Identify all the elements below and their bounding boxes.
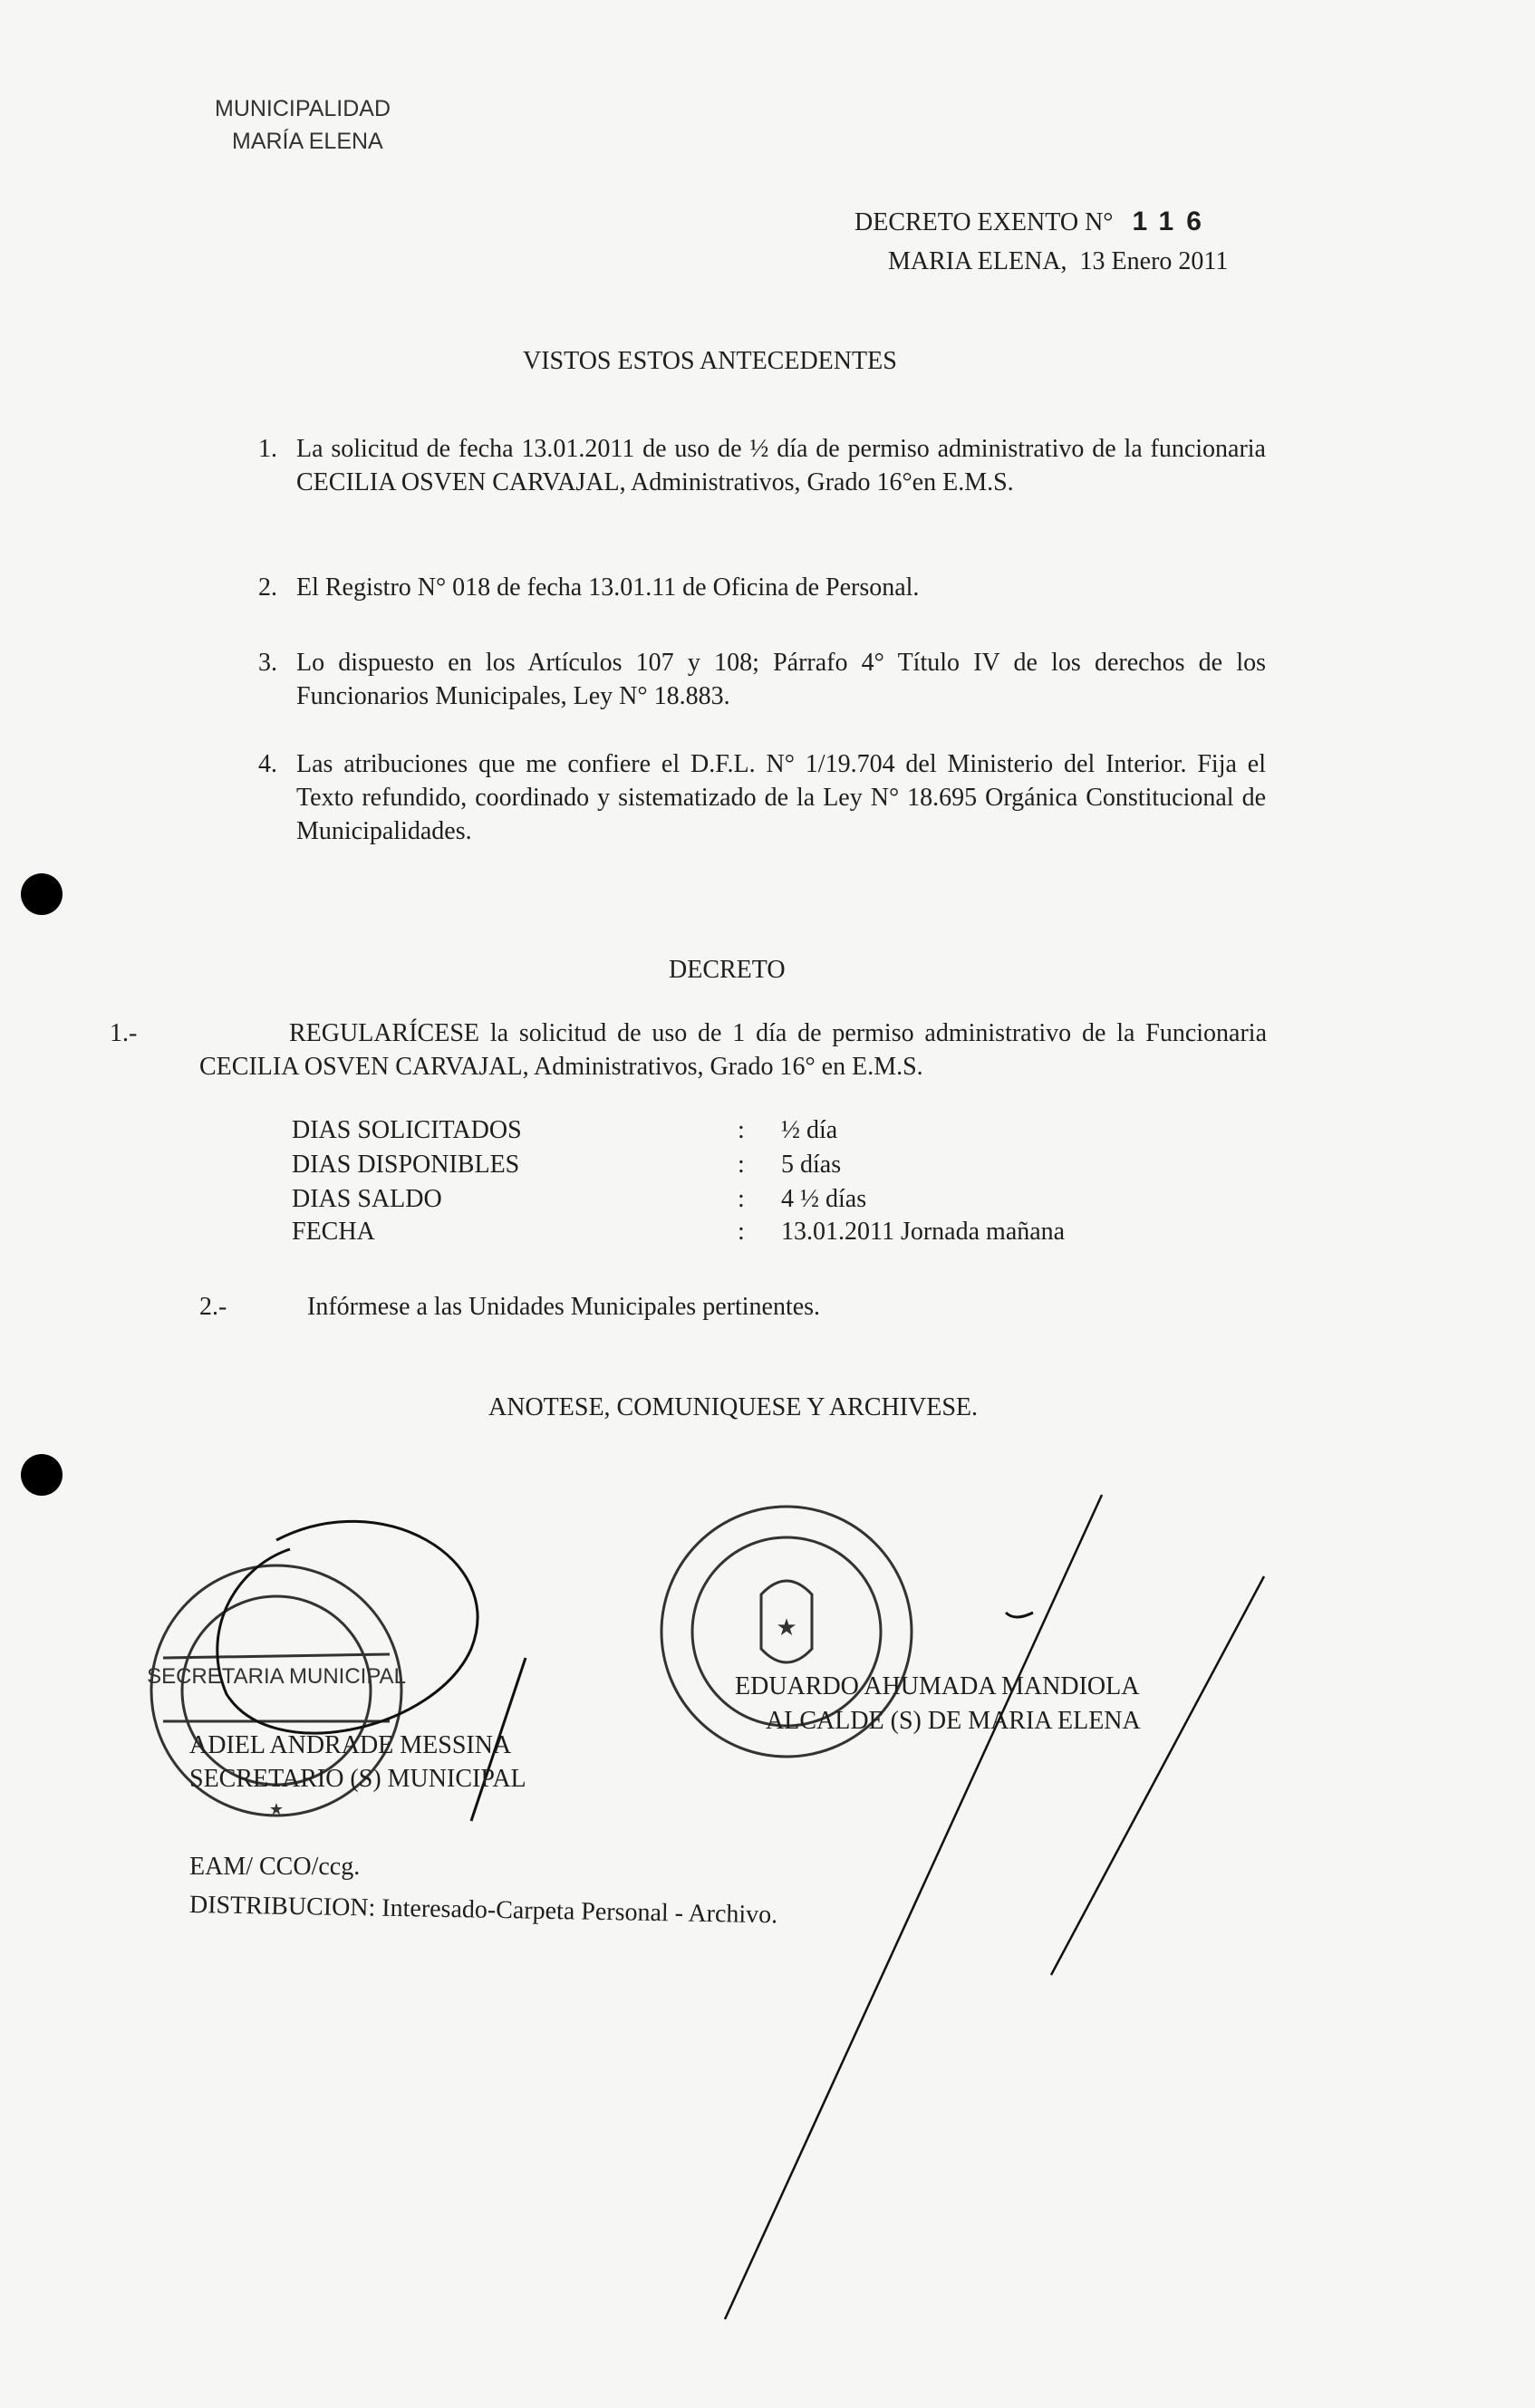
initials: EAM/ CCO/ccg.	[189, 1853, 361, 1881]
decreto-title: DECRETO	[669, 956, 786, 984]
place-date: MARIA ELENA, 13 Enero 2011	[888, 247, 1229, 275]
distribution-list: Interesado-Carpeta Personal - Archivo.	[375, 1893, 778, 1930]
left-stamp-center: SECRETARIA MUNICIPAL	[147, 1664, 406, 1689]
decree-number: 116	[1132, 207, 1214, 236]
vistos-item-1: La solicitud de fecha 13.01.2011 de uso de ½ día de permiso administrativo de la funcionaria CECILIA OSVEN CARVAJAL, Administrativos, Grado 16°en E.M.S.	[296, 435, 1266, 496]
item-number: 4.	[258, 750, 277, 778]
letterhead-line2: MARÍA ELENA	[232, 129, 383, 154]
star-icon: ★	[776, 1614, 797, 1641]
item-number: 2.-	[199, 1293, 227, 1321]
vistos-item-4: Las atribuciones que me confiere el D.F.L. N° 1/19.704 del Ministerio del Interior. Fija el Texto refundido, coordinado y sistematizado de la Ley N° 18.695 Orgánica Constitucional de Municipalidades.	[296, 750, 1266, 845]
item-number: 1.-	[110, 1019, 138, 1047]
row-sep: :	[738, 1185, 745, 1213]
left-signatory-name: ADIEL ANDRADE MESSINA	[189, 1731, 512, 1759]
row-value: 5 días	[781, 1151, 842, 1179]
row-value: 13.01.2011 Jornada mañana	[781, 1218, 1066, 1246]
star-icon: ★	[268, 1800, 285, 1818]
regularicese-keyword: REGULARÍCESE	[289, 1019, 479, 1047]
row-label: DIAS SOLICITADOS	[292, 1116, 522, 1144]
row-label: DIAS DISPONIBLES	[292, 1151, 520, 1179]
decreto-item-1-text: la solicitud de uso de 1 día de permiso administrativo de la Funcionaria CECILIA OSVEN CARVAJAL, Administrativos, Grado 16° en E.M.S.	[199, 1019, 1267, 1081]
row-sep: :	[738, 1218, 745, 1246]
decreto-item-2: Infórmese a las Unidades Municipales pertinentes.	[307, 1293, 821, 1321]
row-sep: :	[738, 1151, 745, 1179]
distribution-label: DISTRIBUCION:	[188, 1891, 376, 1922]
row-label: DIAS SALDO	[292, 1185, 442, 1213]
row-value: 4 ½ días	[781, 1185, 867, 1213]
row-label: FECHA	[292, 1218, 375, 1246]
decree-label: DECRETO EXENTO N°	[854, 208, 1114, 236]
vistos-title: VISTOS ESTOS ANTECEDENTES	[523, 347, 897, 375]
vistos-item-3: Lo dispuesto en los Artículos 107 y 108; Párrafo 4° Título IV de los derechos de los Funcionarios Municipales, Ley N° 18.883.	[296, 649, 1266, 710]
left-signatory-role: SECRETARIO (S) MUNICIPAL	[189, 1765, 526, 1793]
right-signatory-role: ALCALDE (S) DE MARIA ELENA	[766, 1707, 1141, 1735]
item-number: 1.	[258, 435, 277, 463]
vistos-item-2: El Registro N° 018 de fecha 13.01.11 de Oficina de Personal.	[296, 573, 920, 602]
right-signatory-name: EDUARDO AHUMADA MANDIOLA	[735, 1672, 1140, 1700]
row-sep: :	[738, 1116, 745, 1144]
item-number: 3.	[258, 649, 277, 677]
row-value: ½ día	[781, 1116, 838, 1144]
closing-formula: ANOTESE, COMUNIQUESE Y ARCHIVESE.	[488, 1393, 979, 1421]
right-signature-stroke	[1051, 1576, 1264, 1975]
item-number: 2.	[258, 573, 277, 602]
letterhead-line1: MUNICIPALIDAD	[215, 96, 391, 121]
